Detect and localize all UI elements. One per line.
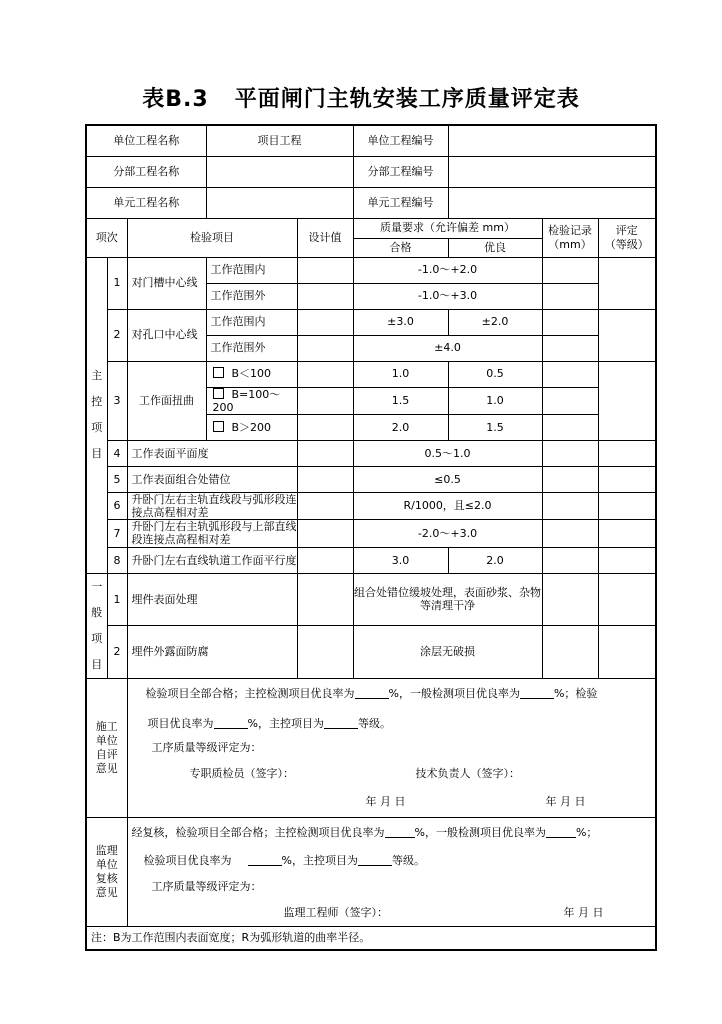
- main-item-no: 6: [107, 492, 127, 519]
- design-value-cell[interactable]: [297, 492, 353, 519]
- self-eval-date-1[interactable]: 年 月 日: [365, 794, 406, 808]
- division-project-name-label: 分部工程名称: [86, 156, 206, 187]
- design-value-cell[interactable]: [297, 573, 353, 626]
- element-project-name-label: 单元工程名称: [86, 187, 206, 218]
- record-cell[interactable]: [542, 573, 598, 626]
- excellent-value: 1.5: [448, 414, 542, 440]
- col-design-value: 设计值: [297, 218, 353, 257]
- page-title: 表B.3 平面闸门主轨安装工序质量评定表: [142, 87, 580, 112]
- quality-req-value: -2.0～+3.0: [353, 520, 542, 547]
- quality-req-value: ±4.0: [353, 335, 542, 361]
- main-grade-blank[interactable]: [324, 718, 358, 729]
- design-value-cell[interactable]: [297, 361, 353, 387]
- excellent-value: 1.0: [448, 387, 542, 414]
- record-cell[interactable]: [542, 440, 598, 466]
- quality-req-value: -1.0～+3.0: [353, 283, 542, 309]
- element-project-no-value[interactable]: [448, 187, 656, 218]
- quality-evaluation-table: [85, 124, 657, 951]
- general-excellent-rate-blank[interactable]: [520, 688, 554, 699]
- rating-cell[interactable]: [598, 440, 656, 466]
- pass-value: 2.0: [353, 414, 448, 440]
- division-project-name-value[interactable]: [206, 156, 353, 187]
- unit-project-no-value[interactable]: [448, 125, 656, 156]
- rating-cell[interactable]: [598, 520, 656, 547]
- col-excellent: 优良: [448, 238, 542, 257]
- design-value-cell[interactable]: [297, 309, 353, 335]
- design-value-cell[interactable]: [297, 387, 353, 414]
- unit-project-name-label: 单位工程名称: [86, 125, 206, 156]
- col-record: 检验记录 （mm）: [542, 218, 598, 257]
- main-item-name: 工作表面组合处错位: [127, 466, 297, 492]
- main-item-name: 工作面扭曲: [127, 361, 206, 440]
- self-eval-line3: 工序质量等级评定为：: [151, 740, 262, 754]
- record-cell[interactable]: [542, 547, 598, 573]
- inspector-signature[interactable]: 专职质检员（签字）：: [189, 766, 294, 780]
- sub-item-name: 工作范围外: [206, 283, 297, 309]
- rating-cell[interactable]: [598, 309, 656, 361]
- design-value-cell[interactable]: [297, 466, 353, 492]
- record-cell[interactable]: [542, 283, 598, 309]
- main-item-no: 2: [107, 309, 127, 361]
- quality-req-value: -1.0～+2.0: [353, 257, 542, 283]
- design-value-cell[interactable]: [297, 626, 353, 679]
- checkbox-icon[interactable]: [213, 421, 224, 432]
- self-eval-date-2[interactable]: 年 月 日: [545, 794, 586, 808]
- quality-req-value: R/1000，且≤2.0: [353, 492, 542, 519]
- supervisor-label: 监理 单位 复核 意见: [86, 817, 127, 926]
- division-project-no-value[interactable]: [448, 156, 656, 187]
- rating-cell[interactable]: [598, 466, 656, 492]
- pass-value: 1.0: [353, 361, 448, 387]
- sup-main-excellent-rate-blank[interactable]: [385, 827, 415, 838]
- design-value-cell[interactable]: [297, 547, 353, 573]
- main-item-name: 升卧门左右主轨弧形段与上部直线段连接点高程相对差: [127, 520, 297, 547]
- sub-item-option[interactable]: B＜100: [206, 361, 297, 387]
- design-value-cell[interactable]: [297, 283, 353, 309]
- sub-item-option[interactable]: B＞200: [206, 414, 297, 440]
- record-cell[interactable]: [542, 520, 598, 547]
- design-value-cell[interactable]: [297, 335, 353, 361]
- record-cell[interactable]: [542, 626, 598, 679]
- sup-item-excellent-rate-blank[interactable]: [248, 855, 282, 866]
- record-cell[interactable]: [542, 335, 598, 361]
- element-project-name-value[interactable]: [206, 187, 353, 218]
- main-item-name: 升卧门左右直线轨道工作面平行度: [127, 547, 297, 573]
- quality-req-value: ≤0.5: [353, 466, 542, 492]
- main-item-name: 对门槽中心线: [127, 257, 206, 309]
- sub-item-option[interactable]: B=100～200: [206, 387, 297, 414]
- general-item-no: 2: [107, 626, 127, 679]
- unit-project-name-value[interactable]: 项目工程: [206, 125, 353, 156]
- col-rating: 评定 （等级）: [598, 218, 656, 257]
- self-eval-line1: 检验项目全部合格；主控检测项目优良率为 %，一般检测项目优良率为 %；检验: [145, 686, 598, 700]
- checkbox-icon[interactable]: [213, 388, 224, 399]
- rating-cell[interactable]: [598, 626, 656, 679]
- main-item-no: 8: [107, 547, 127, 573]
- unit-project-no-label: 单位工程编号: [353, 125, 448, 156]
- record-cell[interactable]: [542, 257, 598, 283]
- excellent-value: 0.5: [448, 361, 542, 387]
- rating-cell[interactable]: [598, 361, 656, 440]
- pass-value: ±3.0: [353, 309, 448, 335]
- col-quality-req: 质量要求（允许偏差 mm）: [353, 218, 542, 238]
- record-cell[interactable]: [542, 309, 598, 335]
- main-group-label: 主 控 项 目: [86, 257, 107, 573]
- tech-head-signature[interactable]: 技术负责人（签字）：: [415, 766, 520, 780]
- self-eval-content: [127, 678, 656, 817]
- main-item-name: 升卧门左右主轨直线段与弧形段连接点高程相对差: [127, 492, 297, 519]
- general-item-name: 埋件表面处理: [127, 573, 297, 626]
- record-cell[interactable]: [542, 466, 598, 492]
- main-item-name: 工作表面平面度: [127, 440, 297, 466]
- record-cell[interactable]: [542, 414, 598, 440]
- main-excellent-rate-blank[interactable]: [355, 688, 389, 699]
- design-value-cell[interactable]: [297, 520, 353, 547]
- general-item-no: 1: [107, 573, 127, 626]
- supervisor-line1: 经复核，检验项目全部合格；主控检测项目优良率为 %，一般检测项目优良率为 %；: [131, 825, 598, 839]
- supervisor-date[interactable]: 年 月 日: [563, 905, 604, 919]
- rating-cell[interactable]: [598, 547, 656, 573]
- item-excellent-rate-blank[interactable]: [214, 718, 248, 729]
- sub-item-name: 工作范围外: [206, 335, 297, 361]
- rating-cell[interactable]: [598, 257, 656, 309]
- supervisor-line2: 检验项目优良率为 %，主控项目为 等级。: [143, 853, 425, 867]
- main-item-no: 4: [107, 440, 127, 466]
- self-eval-line2: 项目优良率为 %，主控项目为 等级。: [147, 716, 391, 730]
- supervisor-content: [127, 817, 656, 926]
- pass-value: 3.0: [353, 547, 448, 573]
- main-item-no: 5: [107, 466, 127, 492]
- sub-item-name: 工作范围内: [206, 257, 297, 283]
- main-item-no: 3: [107, 361, 127, 440]
- record-cell[interactable]: [542, 492, 598, 519]
- engineer-signature[interactable]: 监理工程师（签字）：: [283, 905, 388, 919]
- sup-general-excellent-rate-blank[interactable]: [546, 827, 576, 838]
- quality-req-value: 组合处错位缓坡处理，表面砂浆、杂物等清理干净: [353, 573, 542, 626]
- col-check-item: 检验项目: [127, 218, 297, 257]
- design-value-cell[interactable]: [297, 414, 353, 440]
- checkbox-icon[interactable]: [213, 367, 224, 378]
- design-value-cell[interactable]: [297, 440, 353, 466]
- general-group-label: 一 般 项 目: [86, 573, 107, 678]
- division-project-no-label: 分部工程编号: [353, 156, 448, 187]
- sup-main-grade-blank[interactable]: [358, 855, 392, 866]
- sub-item-name: 工作范围内: [206, 309, 297, 335]
- general-item-name: 埋件外露面防腐: [127, 626, 297, 679]
- supervisor-line3: 工序质量等级评定为：: [151, 879, 262, 893]
- record-cell[interactable]: [542, 361, 598, 387]
- excellent-value: 2.0: [448, 547, 542, 573]
- pass-value: 1.5: [353, 387, 448, 414]
- main-item-name: 对孔口中心线: [127, 309, 206, 361]
- table-note: 注：B为工作范围内表面宽度；R为弧形轨道的曲率半径。: [86, 926, 656, 950]
- record-cell[interactable]: [542, 387, 598, 414]
- quality-req-value: 涂层无破损: [353, 626, 542, 679]
- element-project-no-label: 单元工程编号: [353, 187, 448, 218]
- rating-cell[interactable]: [598, 573, 656, 626]
- col-pass: 合格: [353, 238, 448, 257]
- design-value-cell[interactable]: [297, 257, 353, 283]
- main-item-no: 1: [107, 257, 127, 309]
- col-item-no: 项次: [86, 218, 127, 257]
- excellent-value: ±2.0: [448, 309, 542, 335]
- rating-cell[interactable]: [598, 492, 656, 519]
- self-eval-label: 施工 单位 自评 意见: [86, 678, 127, 817]
- main-item-no: 7: [107, 520, 127, 547]
- quality-req-value: 0.5～1.0: [353, 440, 542, 466]
